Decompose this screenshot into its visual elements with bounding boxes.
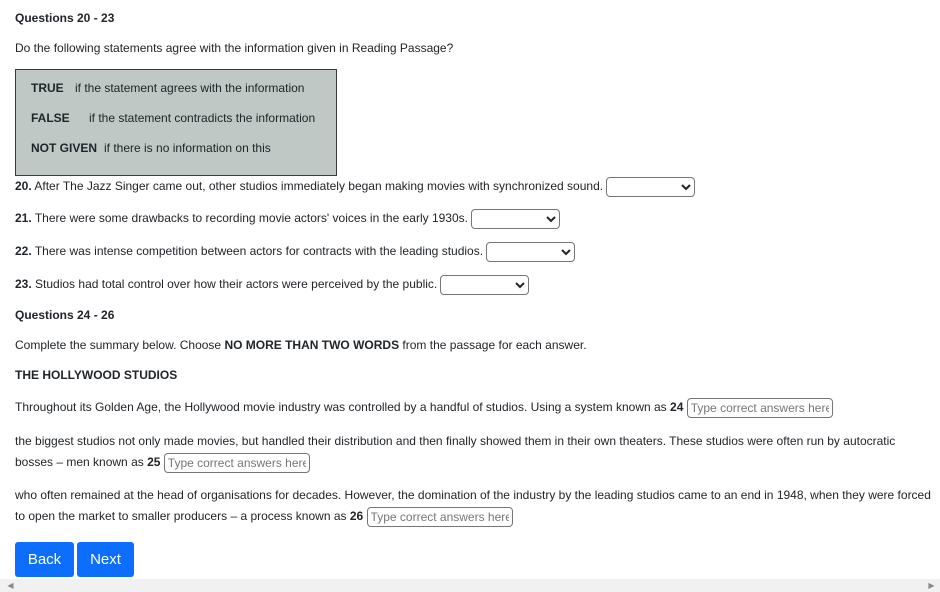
question-20 [15,177,695,197]
question-21-select[interactable] [471,209,560,229]
summary-paragraph-3 [15,485,935,527]
legend-true [31,79,304,97]
summary-title: THE HOLLYWOOD STUDIOS [15,368,178,382]
section2-heading: Questions 24 - 26 [15,308,115,322]
summary-paragraph-2 [15,431,935,473]
legend-desc-true: if the statement agrees with the information [75,81,305,95]
section1-heading: Questions 20 - 23 [15,11,115,25]
summary-paragraph-1-text: Throughout its Golden Age, the Hollywood movie industry was controlled by a handful of studios. Using a system known as [15,400,671,414]
section2-instruction-bold: NO MORE THAN TWO WORDS [224,338,400,352]
section2-instruction-pre: Complete the summary below. Choose [15,338,225,352]
section2-instruction [15,336,587,354]
summary-paragraph-2-text: the biggest studios not only made movies, but handled their distribution and then finally showed them in their own theaters. These studios were often run by autocratic bosses – men known as [15,434,896,469]
question-22-text: There was intense competition between actors for contracts with the leading studios. [34,244,484,259]
legend-key-true: TRUE [31,81,64,95]
question-21-number: 21. [15,211,32,226]
gap-26-number: 26 [349,509,364,523]
gap-24-input[interactable] [687,398,833,418]
legend-desc-false: if the statement contradicts the information [89,111,316,125]
section2-instruction-post: from the passage for each answer. [399,338,587,352]
question-20-select[interactable] [606,177,695,197]
gap-24-number: 24 [670,400,684,414]
legend-false [31,109,315,127]
question-23-number: 23. [15,277,32,292]
scroll-left-arrow-icon[interactable]: ◀ [7,581,14,590]
question-23 [15,275,529,295]
gap-26-input[interactable] [367,507,513,527]
question-22 [15,242,575,262]
question-23-text: Studios had total control over how their actors were perceived by the public. [35,277,438,292]
gap-25-input[interactable] [164,453,310,473]
question-20-text: After The Jazz Singer came out, other studios immediately began making movies with synchronized sound. [34,179,604,194]
next-button[interactable]: Next [77,542,134,577]
question-23-select[interactable] [440,275,529,295]
question-22-select[interactable] [486,242,575,262]
legend-key-not-given: NOT GIVEN [31,141,98,155]
section1-instruction: Do the following statements agree with the information given in Reading Passage? [15,41,454,55]
question-21 [15,209,560,229]
question-22-number: 22. [15,244,32,259]
legend-desc-not-given: if there is no information on this [104,141,271,155]
scroll-right-arrow-icon[interactable]: ▶ [928,581,935,590]
summary-paragraph-1 [15,397,935,418]
legend-not-given [31,139,271,157]
question-21-text: There were some drawbacks to recording movie actors' voices in the early 1930s. [34,211,468,226]
gap-25-number: 25 [147,455,161,469]
legend-key-false: FALSE [31,111,70,125]
summary-paragraph-3-text: who often remained at the head of organisations for decades. However, the domination of the industry by the leading studios came to an end in 1948, when they were forced to open the market to smaller producers – a process known as [15,488,931,523]
question-20-number: 20. [15,179,32,194]
legend-box [15,69,337,176]
horizontal-scrollbar[interactable] [0,579,940,592]
back-button[interactable]: Back [15,542,74,577]
